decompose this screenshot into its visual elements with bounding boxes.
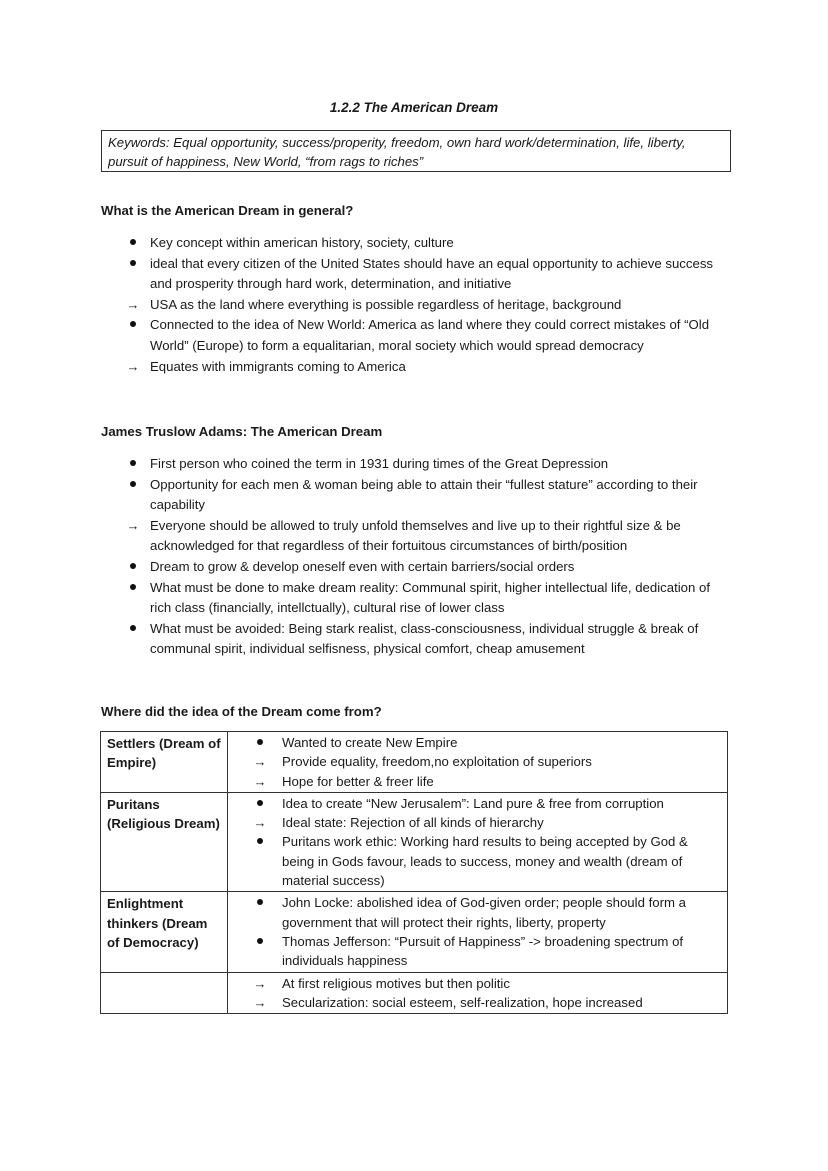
keywords-box: Keywords: Equal opportunity, success/properity, freedom, own hard work/determination, life, liberty, pursuit of happiness, New World, “from rags to riches” xyxy=(101,130,731,172)
list-item: → Everyone should be allowed to truly unfold themselves and live up to their rightful size & be acknowledged for that regardless of their fortuitous circumstances of birth/position xyxy=(101,516,731,557)
section-heading-adams: James Truslow Adams: The American Dream xyxy=(101,424,383,439)
arrow-right-icon: → xyxy=(253,815,267,831)
list-item: What must be avoided: Being stark realist, class-consciousness, individual struggle & break of communal spirit, individual selfisness, physical comfort, cheap amusement xyxy=(101,619,731,660)
list-item: Puritans work ethic: Working hard results to being accepted by God & being in Gods favour, leads to success, money and wealth (dream of material success) xyxy=(232,832,723,890)
page-title: 1.2.2 The American Dream xyxy=(329,100,499,115)
arrow-right-icon: → xyxy=(126,358,140,374)
bullet-icon xyxy=(123,475,143,496)
bullet-icon xyxy=(123,578,143,599)
arrow-right-icon: → xyxy=(126,296,140,312)
list-item: John Locke: abolished idea of God-given order; people should form a government that will protect their rights, liberty, property xyxy=(232,893,723,932)
list-item: Connected to the idea of New World: America as land where they could correct mistakes of “Old World” (Europe) to form a equalitarian, moral society which would spread democracy xyxy=(101,315,731,356)
list-item: Dream to grow & develop oneself even with certain barriers/social orders xyxy=(101,557,731,578)
bullet-icon xyxy=(123,254,143,275)
list-item: What must be done to make dream reality: Communal spirit, higher intellectual life, dedication of rich class (financially, intellctually), cultural rise of lower class xyxy=(101,578,731,619)
table-row xyxy=(101,892,728,972)
arrow-right-icon: → xyxy=(126,517,140,533)
table-row xyxy=(101,972,728,1014)
list-item: → USA as the land where everything is possible regardless of heritage, background xyxy=(101,295,731,316)
row-label: Enlightment thinkers (Dream of Democracy) xyxy=(101,892,228,972)
list-item: ideal that every citizen of the United States should have an equal opportunity to achieve success and prosperity through hard work, determination, and initiative xyxy=(101,254,731,295)
list-item: Opportunity for each men & woman being able to attain their “fullest stature” according to their capability xyxy=(101,475,731,516)
bullet-icon xyxy=(250,932,270,951)
bullet-icon xyxy=(123,557,143,578)
adams-list xyxy=(101,454,731,660)
table-row xyxy=(101,792,728,891)
table-row xyxy=(101,732,728,793)
bullet-icon xyxy=(123,315,143,336)
bullet-icon xyxy=(123,619,143,640)
list-item: Key concept within american history, society, culture xyxy=(101,233,731,254)
row-label xyxy=(101,972,228,1014)
bullet-icon xyxy=(250,832,270,851)
row-label: Puritans (Religious Dream) xyxy=(101,792,228,891)
bullet-icon xyxy=(250,733,270,752)
arrow-right-icon: → xyxy=(253,975,267,991)
arrow-right-icon: → xyxy=(253,994,267,1010)
list-item: → Secularization: social esteem, self-realization, hope increased xyxy=(232,993,723,1012)
bullet-icon xyxy=(123,233,143,254)
general-list xyxy=(101,233,731,377)
bullet-icon xyxy=(123,454,143,475)
section-heading-origins: Where did the idea of the Dream come from? xyxy=(101,704,382,719)
list-item: Thomas Jefferson: “Pursuit of Happiness” -> broadening spectrum of individuals happiness xyxy=(232,932,723,971)
list-item: → Hope for better & freer life xyxy=(232,772,723,791)
section-heading-general: What is the American Dream in general? xyxy=(101,203,354,218)
row-label: Settlers (Dream of Empire) xyxy=(101,732,228,793)
arrow-right-icon: → xyxy=(253,773,267,789)
list-item: → Provide equality, freedom,no exploitation of superiors xyxy=(232,752,723,771)
bullet-icon xyxy=(250,794,270,813)
bullet-icon xyxy=(250,893,270,912)
list-item: → At first religious motives but then politic xyxy=(232,974,723,993)
list-item: → Ideal state: Rejection of all kinds of hierarchy xyxy=(232,813,723,832)
list-item: → Equates with immigrants coming to America xyxy=(101,357,731,378)
arrow-right-icon: → xyxy=(253,754,267,770)
list-item: Idea to create “New Jerusalem”: Land pure & free from corruption xyxy=(232,794,723,813)
list-item: Wanted to create New Empire xyxy=(232,733,723,752)
list-item: First person who coined the term in 1931 during times of the Great Depression xyxy=(101,454,731,475)
origins-table xyxy=(100,731,728,1014)
